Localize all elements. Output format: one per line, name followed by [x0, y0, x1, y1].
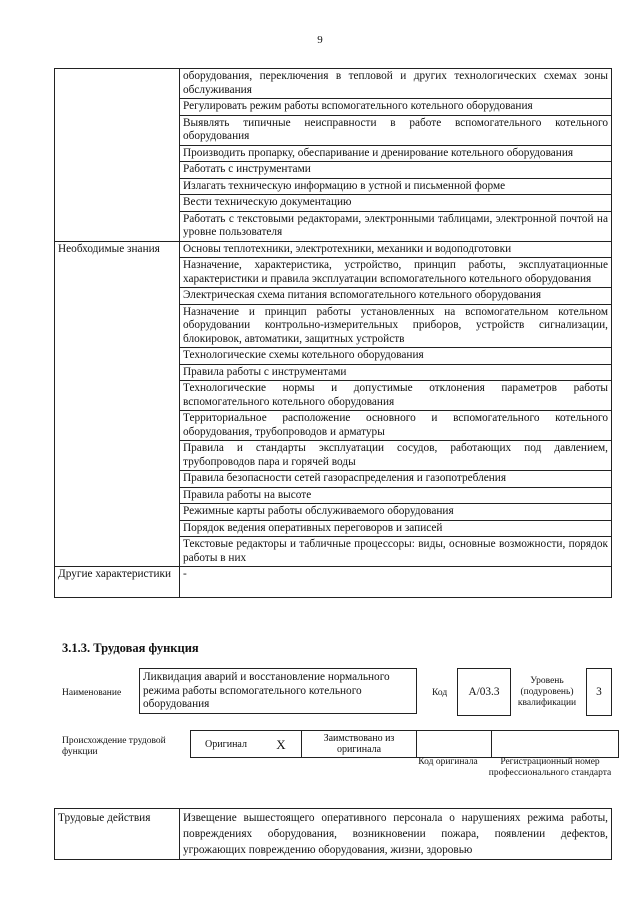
code-original-caption: Код оригинала [418, 757, 478, 767]
knowledge-row: Правила работы на высоте [180, 487, 612, 504]
requirements-table [54, 68, 612, 598]
code-label: Код [432, 688, 448, 698]
level-value-box: 3 [586, 668, 612, 716]
knowledge-row: Текстовые редакторы и табличные процессоры: виды, основные возможности, порядок работы в них [180, 537, 612, 567]
function-name-box: Ликвидация аварий и восстановление нормального режима работы вспомогательного котельного оборудования [139, 668, 417, 714]
name-label: Наименование [62, 688, 122, 698]
knowledge-row: Технологические нормы и допустимые отклонения параметров работы вспомогательного котельного оборудования [180, 381, 612, 411]
knowledge-row: Назначение, характеристика, устройство, принцип работы, эксплуатационные характеристики и правила эксплуатации вспомогательного котельного оборудования [180, 258, 612, 288]
knowledge-row: Правила безопасности сетей газораспределения и газопотребления [180, 471, 612, 488]
skill-row: Регулировать режим работы вспомогательного котельного оборудования [180, 99, 612, 116]
knowledge-row: Назначение и принцип работы установленных на вспомогательном котельном оборудовании контрольно-измерительных приборов, устройств сигнализации, блокировок, автоматики, защитных устройств [180, 304, 612, 348]
skill-row: Работать с инструментами [180, 162, 612, 179]
original-label: Оригинал [191, 731, 262, 758]
reg-number-cell [492, 731, 619, 758]
skills-label-cell [55, 69, 180, 242]
reg-number-caption: Регистрационный номер профессионального стандарта [488, 757, 612, 778]
knowledge-label: Необходимые знания [55, 241, 180, 567]
code-original-cell [417, 731, 492, 758]
section-title: 3.1.3. Трудовая функция [62, 641, 199, 655]
knowledge-row: Режимные карты работы обслуживаемого оборудования [180, 504, 612, 521]
actions-table [54, 808, 612, 860]
skill-row: Работать с текстовыми редакторами, электронными таблицами, электронной почтой на уровне пользователя [180, 211, 612, 241]
knowledge-row: Технологические схемы котельного оборудования [180, 348, 612, 365]
knowledge-row: Порядок ведения оперативных переговоров и записей [180, 520, 612, 537]
skill-row: Производить пропарку, обеспаривание и дренирование котельного оборудования [180, 145, 612, 162]
borrowed-label: Заимствовано из оригинала [302, 731, 417, 758]
original-mark: X [261, 731, 302, 758]
other-value: - [180, 567, 612, 598]
skill-row: Вести техническую документацию [180, 195, 612, 212]
skill-row: оборудования, переключения в тепловой и других технологических схемах зоны обслуживания [180, 69, 612, 99]
knowledge-row: Электрическая схема питания вспомогательного котельного оборудования [180, 288, 612, 305]
origin-table [190, 730, 619, 758]
page-number: 9 [317, 34, 323, 46]
knowledge-row: Правила работы с инструментами [180, 364, 612, 381]
level-label: Уровень (подуровень) квалификации [517, 676, 577, 708]
skill-row: Излагать техническую информацию в устной и письменной форме [180, 178, 612, 195]
function-code-box: A/03.3 [457, 668, 511, 716]
knowledge-row: Основы теплотехники, электротехники, механики и водоподготовки [180, 241, 612, 258]
skill-row: Выявлять типичные неисправности в работе вспомогательного котельного оборудования [180, 115, 612, 145]
knowledge-row: Правила и стандарты эксплуатации сосудов, работающих под давлением, трубопроводов пара и горячей воды [180, 441, 612, 471]
origin-label: Происхождение трудовой функции [62, 736, 166, 757]
knowledge-row: Территориальное расположение основного и вспомогательного котельного оборудования, трубопроводов и арматуры [180, 411, 612, 441]
other-label: Другие характеристики [55, 567, 180, 598]
actions-label: Трудовые действия [55, 809, 180, 860]
action-row: Извещение вышестоящего оперативного персонала о нарушениях режима работы, повреждениях оборудования, возникновении пожара, появлении дефектов, угрожающих повреждению оборудования, жизни, здоровью [180, 809, 612, 860]
